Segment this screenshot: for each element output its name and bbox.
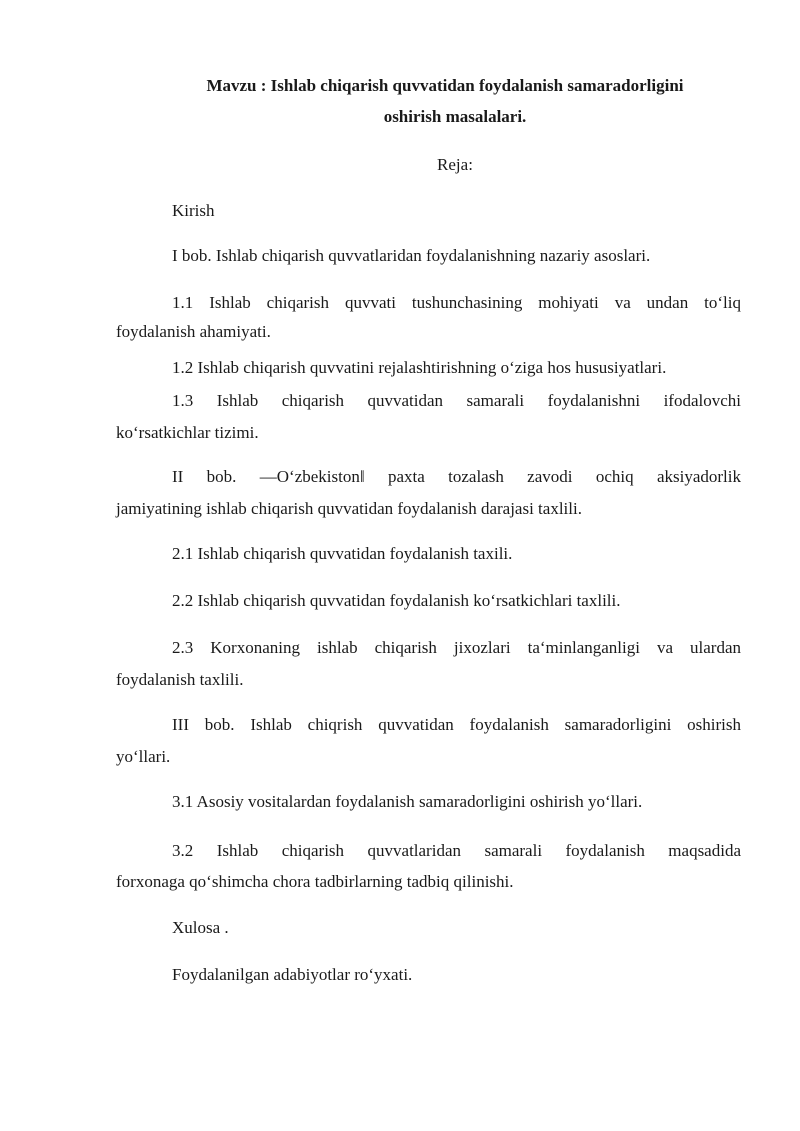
toc-chapter-2-line-1: II bob. ―O‘zbekiston‖ paxta tozalash zavodi ochiq aksiyadorlik — [172, 467, 741, 486]
document-title-line-2: oshirish masalalari. — [383, 107, 527, 126]
toc-section-1-3-line-1: 1.3 Ishlab chiqarish quvvatidan samarali foydalanishni ifodalovchi — [172, 391, 741, 410]
toc-section-3-2-line-1: 3.2 Ishlab chiqarish quvvatlaridan samarali foydalanish maqsadida — [172, 841, 741, 860]
plan-heading: Reja: — [437, 155, 473, 174]
toc-conclusion: Xulosa . — [172, 918, 229, 937]
toc-intro: Kirish — [172, 201, 215, 220]
toc-chapter-1: I bob. Ishlab chiqarish quvvatlaridan foydalanishning nazariy asoslari. — [172, 246, 651, 265]
toc-section-2-2: 2.2 Ishlab chiqarish quvvatidan foydalanish ko‘rsatkichlari taxlili. — [172, 591, 621, 610]
toc-references: Foydalanilgan adabiyotlar ro‘yxati. — [172, 965, 413, 984]
toc-chapter-3-line-2: yo‘llari. — [116, 747, 171, 766]
toc-section-3-2-line-2: forxonaga qo‘shimcha chora tadbirlarning tadbiq qilinishi. — [116, 872, 514, 891]
toc-section-1-1-line-2: foydalanish ahamiyati. — [116, 322, 271, 341]
document-title-line-1: Mavzu : Ishlab chiqarish quvvatidan foydalanish samaradorligini — [206, 76, 684, 95]
toc-chapter-3-line-1: III bob. Ishlab chiqrish quvvatidan foydalanish samaradorligini oshirish — [172, 715, 741, 734]
toc-section-2-1: 2.1 Ishlab chiqarish quvvatidan foydalanish taxili. — [172, 544, 513, 563]
toc-section-2-3-line-1: 2.3 Korxonaning ishlab chiqarish jixozlari ta‘minlanganligi va ulardan — [172, 638, 741, 657]
toc-section-2-3-line-2: foydalanish taxlili. — [116, 670, 244, 689]
toc-section-1-3-line-2: ko‘rsatkichlar tizimi. — [116, 423, 259, 442]
toc-section-1-1-line-1: 1.1 Ishlab chiqarish quvvati tushunchasining mohiyati va undan to‘liq — [172, 293, 741, 312]
toc-chapter-2-line-2: jamiyatining ishlab chiqarish quvvatidan foydalanish darajasi taxlili. — [116, 499, 582, 518]
toc-section-1-2: 1.2 Ishlab chiqarish quvvatini rejalashtirishning o‘ziga hos hususiyatlari. — [172, 358, 667, 377]
toc-section-3-1: 3.1 Asosiy vositalardan foydalanish samaradorligini oshirish yo‘llari. — [172, 792, 643, 811]
